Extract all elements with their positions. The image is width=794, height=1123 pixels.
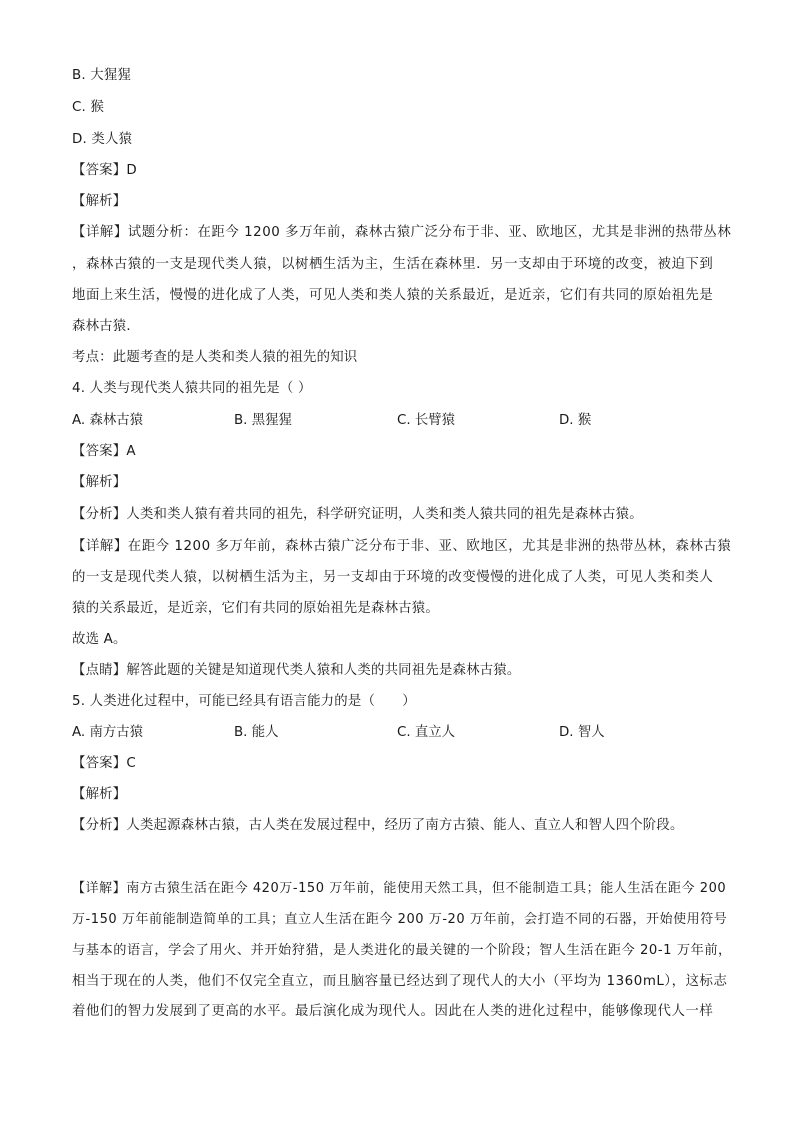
question-4: 4. 人类与现代类人猿共同的祖先是（ ） (72, 381, 312, 396)
option-c: C. 直立人 (397, 725, 456, 740)
detail-line: 的一支是现代类人猿，以树栖生活为主，另一支却由于环境的改变慢慢的进化成了人类，可见人类和类人 (72, 570, 714, 585)
question-5: 5. 人类进化过程中，可能已经具有语言能力的是（ ） (72, 694, 416, 709)
option-d: D. 类人猿 (72, 132, 133, 147)
option-b: B. 大猩猩 (72, 68, 132, 83)
option-d: D. 智人 (559, 725, 605, 740)
exam-point: 考点：此题考查的是人类和类人猿的祖先的知识 (72, 350, 358, 365)
answer-label: 【答案】A (72, 444, 136, 459)
analysis-label: 【解析】 (72, 475, 127, 490)
options-row-5 (72, 723, 732, 743)
detail-line: 【详解】试题分析：在距今 1200 多万年前，森林古猿广泛分布于非、亚、欧地区，尤其是非洲的热带丛林 (72, 225, 732, 240)
fenxi-text: 【分析】人类和类人猿有着共同的祖先，科学研究证明，人类和类人猿共同的祖先是森林古猿。 (72, 507, 643, 522)
detail-line: 万-150 万年前能制造简单的工具；直立人生活在距今 200 万-20 万年前，会打造不同的石器，开始使用符号 (72, 912, 728, 927)
dianjing-text: 【点睛】解答此题的关键是知道现代类人猿和人类的共同祖先是森林古猿。 (72, 663, 521, 678)
detail-line: 地面上来生活，慢慢的进化成了人类，可见人类和类人猿的关系最近，是近亲，它们有共同的原始祖先是 (72, 288, 714, 303)
analysis-label: 【解析】 (72, 194, 127, 209)
option-b: B. 能人 (234, 725, 279, 740)
detail-line: ，森林古猿的一支是现代类人猿，以树栖生活为主，生活在森林里．另一支却由于环境的改变，被迫下到 (72, 257, 714, 272)
detail-line: 相当于现在的人类，他们不仅完全直立，而且脑容量已经达到了现代人的大小（平均为 1360mL），这标志 (72, 974, 728, 989)
detail-line: 与基本的语言，学会了用火、并开始狩猎，是人类进化的最关键的一个阶段；智人生活在距今 20-1 万年前， (72, 943, 732, 958)
option-c: C. 猴 (72, 100, 105, 115)
choose-text: 故选 A。 (72, 632, 127, 647)
detail-line: 着他们的智力发展到了更高的水平。最后演化成为现代人。因此在人类的进化过程中，能够像现代人一样 (72, 1004, 714, 1019)
answer-label: 【答案】D (72, 163, 137, 178)
option-a: A. 森林古猿 (72, 413, 143, 428)
detail-line: 【详解】南方古猿生活在距今 420万-150 万年前，能使用天然工具，但不能制造工具；能人生活在距今 200 (72, 881, 727, 896)
detail-line: 【详解】在距今 1200 多万年前，森林古猿广泛分布于非、亚、欧地区，尤其是非洲的热带丛林，森林古猿 (72, 539, 732, 554)
detail-line: 猿的关系最近，是近亲，它们有共同的原始祖先是森林古猿。 (72, 601, 439, 616)
answer-label: 【答案】C (72, 756, 136, 771)
detail-line: 森林古猿． (72, 319, 140, 334)
option-c: C. 长臂猿 (397, 413, 456, 428)
options-row-4 (72, 411, 732, 431)
option-a: A. 南方古猿 (72, 725, 143, 740)
fenxi-text: 【分析】人类起源森林古猿，古人类在发展过程中，经历了南方古猿、能人、直立人和智人四个阶段。 (72, 818, 684, 833)
option-d: D. 猴 (559, 413, 592, 428)
option-b: B. 黑猩猩 (234, 413, 292, 428)
analysis-label: 【解析】 (72, 787, 127, 802)
